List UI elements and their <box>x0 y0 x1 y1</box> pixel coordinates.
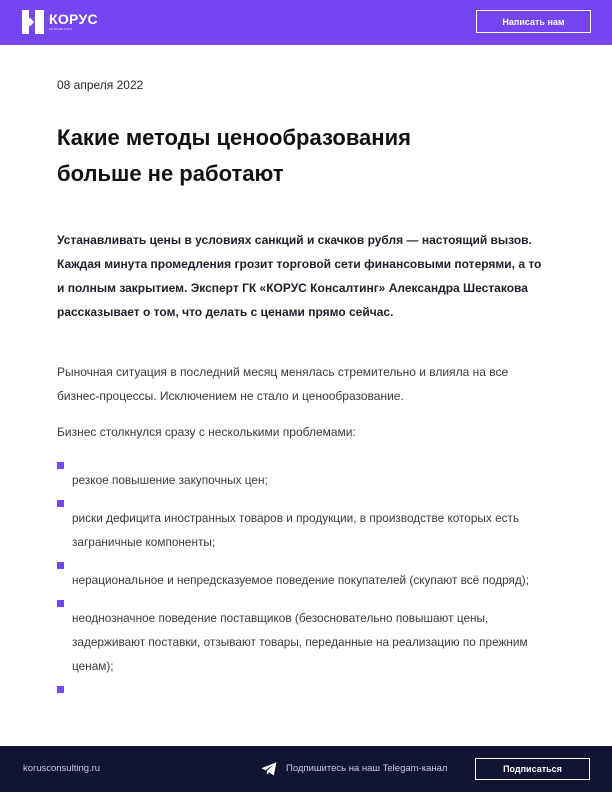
article-paragraph: Бизнес столкнулся сразу с несколькими проблемами: <box>57 425 356 439</box>
list-item-text: риски дефицита иностранных товаров и продукции, в производстве которых есть заграничные компоненты; <box>72 511 520 549</box>
article-lead: Устанавливать цены в условиях санкций и скачков рубля — настоящий вызов. Каждая минута промедления грозит торговой сети финансовыми потерями, а то и полным закрытием. Эксперт ГК «КОРУС Консалтинг» Александра Шестакова рассказывает о том, что делать с ценами прямо сейчас. <box>57 233 542 319</box>
top-header <box>0 0 612 45</box>
list-item-text: резкое повышение закупочных цен; <box>72 473 268 487</box>
article-title: Какие методы ценообразования больше не работают <box>57 125 411 186</box>
article-paragraph: Рыночная ситуация в последний месяц менялась стремительно и влияла на все бизнес-процессы. Исключением не стало и ценообразование. <box>57 365 509 403</box>
korus-logo[interactable] <box>22 10 98 34</box>
square-bullet-icon <box>57 500 64 507</box>
write-to-us-button[interactable]: Написать нам <box>476 10 591 33</box>
list-item <box>57 500 557 554</box>
list-item <box>57 600 557 678</box>
article-date: 08 апреля 2022 <box>57 78 144 92</box>
square-bullet-icon <box>57 562 64 569</box>
logo-text <box>49 12 98 32</box>
logo-subtitle: консалтинг <box>49 27 73 31</box>
telegram-icon[interactable] <box>261 762 277 776</box>
list-item-text: нерациональное и непредсказуемое поведение покупателей (скупают всё подряд); <box>72 573 530 587</box>
list-item-text: неоднозначное поведение поставщиков (безосновательно повышают цены, задерживают поставки, отзывают товары, переданные на реализацию по прежним ценам); <box>72 611 528 673</box>
list-item <box>57 686 557 698</box>
square-bullet-icon <box>57 600 64 607</box>
site-link[interactable]: korusconsulting.ru <box>23 763 101 774</box>
korus-logo-icon <box>22 10 44 34</box>
logo-name: КОРУС <box>49 11 98 27</box>
list-item <box>57 462 557 492</box>
list-item <box>57 562 557 592</box>
problems-list <box>57 462 557 706</box>
square-bullet-icon <box>57 686 64 693</box>
square-bullet-icon <box>57 462 64 469</box>
telegram-subscribe-text[interactable]: Подпишитесь на наш Telegam-канал <box>286 763 448 774</box>
subscribe-button[interactable]: Подписаться <box>475 758 590 780</box>
bottom-footer <box>0 746 612 792</box>
